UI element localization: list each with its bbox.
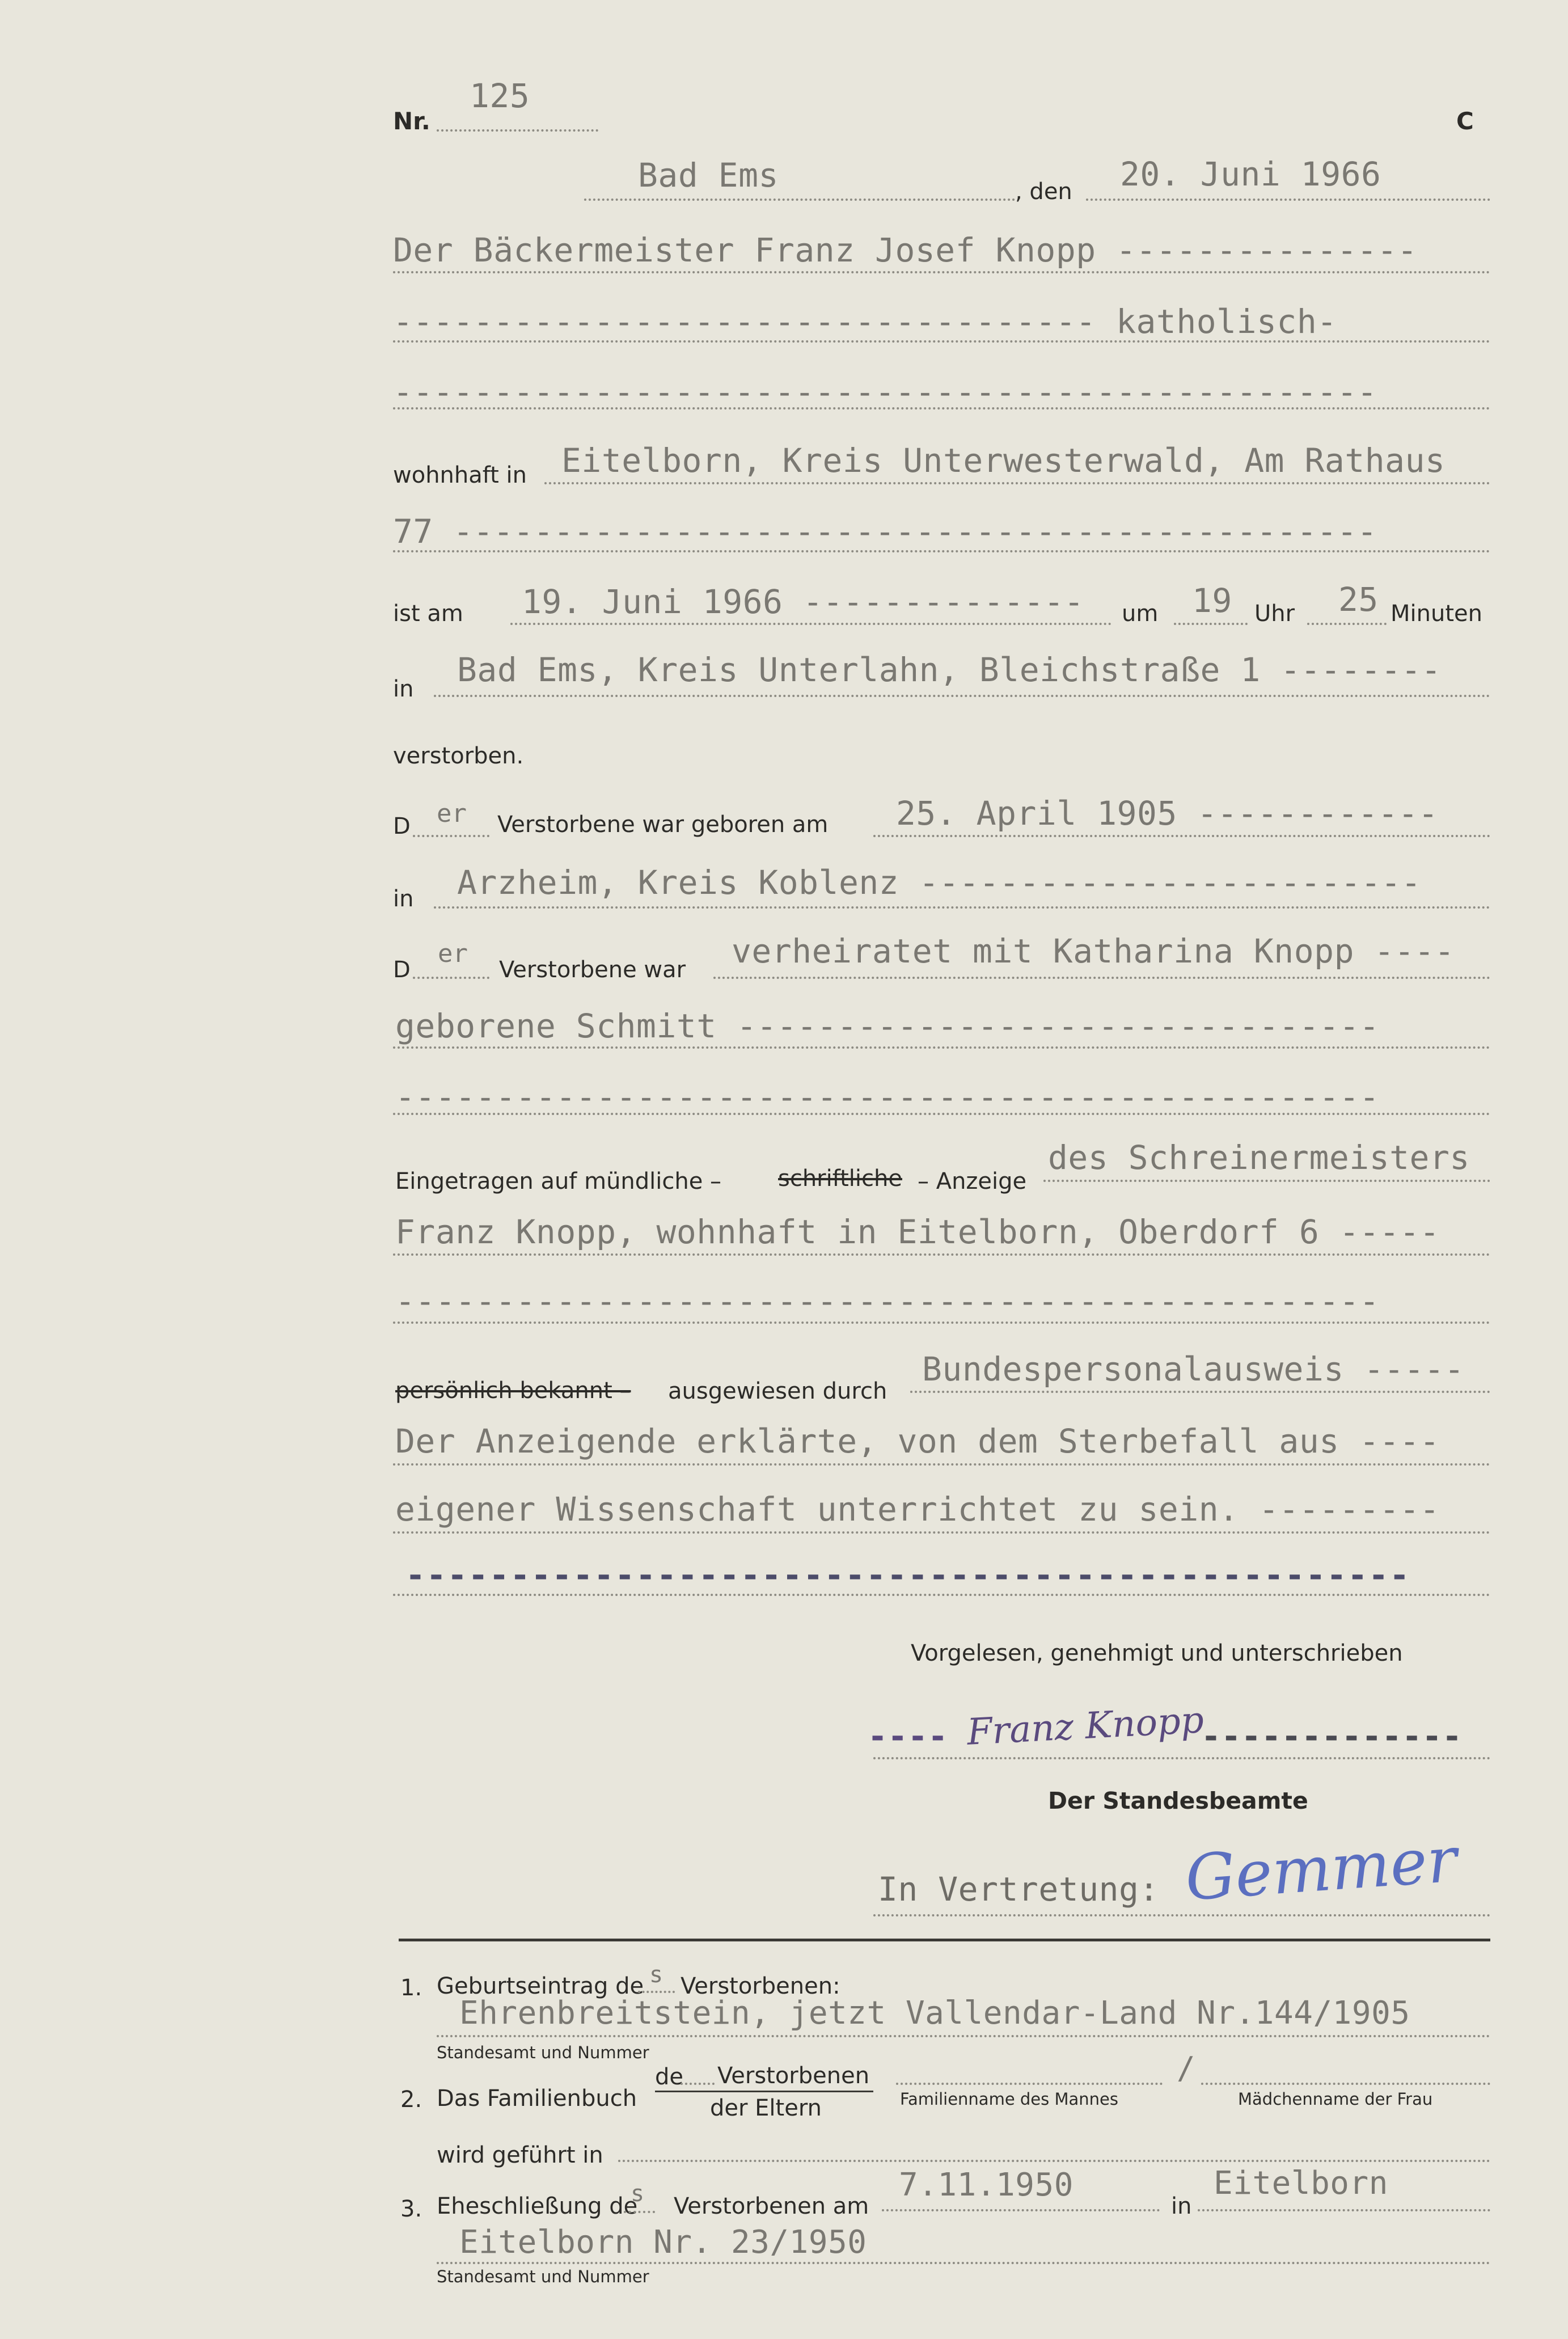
registration-value-1: des Schreinermeisters <box>1048 1138 1470 1177</box>
fn3-date: 7.11.1950 <box>899 2167 1073 2203</box>
birth-label: Verstorbene war geboren am <box>497 812 829 838</box>
marital-line-3: ------------------------------------------------- <box>395 1078 1380 1116</box>
den-label: , den <box>1015 179 1072 205</box>
fn2-de-label: de <box>655 2064 683 2090</box>
fn1-sup-rule <box>638 1991 675 1993</box>
fn2-cap-mann: Familienname des Mannes <box>900 2089 1118 2109</box>
registration-rule-1 <box>1043 1180 1490 1182</box>
marital-d-label: D <box>393 957 411 983</box>
residence-rule-1 <box>544 482 1490 484</box>
residence-line-1: Eitelborn, Kreis Unterwesterwald, Am Rathaus <box>561 441 1446 480</box>
registration-rule-2 <box>393 1253 1490 1256</box>
informant-signature-rule <box>873 1757 1490 1759</box>
registrar-signature-rule <box>873 1914 1490 1916</box>
fn2-frau-rule <box>1201 2083 1490 2085</box>
verstorben-label: verstorben. <box>393 743 524 769</box>
closing-text: Vorgelesen, genehmigt und unterschrieben <box>911 1640 1403 1666</box>
fn3-number: 3. <box>400 2196 422 2222</box>
fn3-rule <box>437 2262 1490 2264</box>
fn2-mann-rule <box>896 2083 1163 2085</box>
place-line <box>584 199 1015 201</box>
identification-rule-3 <box>393 1531 1490 1534</box>
death-date-label: ist am <box>393 601 463 627</box>
declarant-rule-2 <box>393 340 1490 343</box>
fn2-wird-label: wird geführt in <box>437 2142 603 2168</box>
registrar-signature: Gemmer <box>1183 1823 1460 1915</box>
fn2-cap-frau: Mädchenname der Frau <box>1238 2089 1433 2109</box>
birth-place-value: Arzheim, Kreis Koblenz ------------------------- <box>457 863 1422 902</box>
fn2-lower: der Eltern <box>710 2095 822 2121</box>
fn3-label2: Verstorbenen am <box>674 2193 869 2219</box>
registration-value-2: Franz Knopp, wohnhaft in Eitelborn, Oberdorf 6 ----- <box>395 1213 1440 1251</box>
birth-d-label: D <box>393 813 411 839</box>
marital-d-suffix: er <box>438 939 468 968</box>
fn3-place-rule <box>1198 2209 1490 2211</box>
fn3-date-rule <box>882 2209 1160 2211</box>
minuten-label: Minuten <box>1391 601 1482 627</box>
um-label: um <box>1122 601 1159 627</box>
identification-line-2: Der Anzeigende erklärte, von dem Sterbefall aus ---- <box>395 1422 1440 1460</box>
registration-value-3: ------------------------------------------------- <box>395 1282 1380 1320</box>
fn1-caption: Standesamt und Nummer <box>437 2043 649 2062</box>
in-vertretung-label: In Vertretung: <box>878 1870 1159 1909</box>
registration-rule-3 <box>393 1322 1490 1324</box>
informant-dashes-right: ------------- <box>1201 1717 1463 1755</box>
identification-struck: persönlich bekannt – <box>395 1378 631 1404</box>
birth-place-rule <box>434 906 1490 909</box>
informant-dashes-left: ---- <box>868 1717 948 1755</box>
death-date-value: 19. Juni 1966 -------------- <box>522 582 1084 621</box>
date-value: 20. Juni 1966 <box>1120 155 1381 193</box>
informant-signature: Franz Knopp <box>966 1699 1205 1754</box>
death-place-rule <box>434 695 1490 697</box>
marital-line-2: geborene Schmitt -------------------------------- <box>395 1007 1380 1045</box>
registration-prefix: Eingetragen auf mündliche – <box>395 1168 722 1194</box>
fn2-de-rule <box>681 2083 715 2085</box>
fn3-sup: s <box>631 2181 645 2207</box>
fn2-wird-rule <box>618 2160 1490 2162</box>
death-place-label: in <box>393 676 414 702</box>
birth-in-label: in <box>393 886 414 912</box>
declarant-line-3: ------------------------------------------------- <box>393 373 1377 411</box>
fn1-number: 1. <box>400 1975 422 2001</box>
residence-rule-2 <box>393 550 1490 552</box>
declarant-rule-3 <box>393 407 1490 409</box>
birth-d-suffix: er <box>437 799 467 828</box>
form-letter: C <box>1456 107 1474 135</box>
identification-rule-1 <box>910 1391 1490 1393</box>
fn2-upper: Verstorbenen <box>717 2063 870 2089</box>
fn1-label2: Verstorbenen: <box>681 1973 840 1999</box>
fn3-caption: Standesamt und Nummer <box>437 2267 649 2286</box>
identification-value: Bundespersonalausweis ----- <box>922 1350 1465 1388</box>
declarant-line-2: ----------------------------------- katholisch- <box>393 302 1337 341</box>
registration-struck: schriftliche <box>778 1166 902 1192</box>
date-line <box>1086 199 1490 201</box>
identification-line-3: eigener Wissenschaft unterrichtet zu sein. --------- <box>395 1490 1440 1529</box>
fn1-value: Ehrenbreitstein, jetzt Vallendar-Land Nr.144/1905 <box>459 1995 1410 2032</box>
marital-rule-1 <box>713 977 1490 979</box>
death-hour: 19 <box>1192 581 1232 620</box>
declarant-rule-1 <box>393 271 1490 273</box>
marital-label: Verstorbene war <box>499 957 686 983</box>
registration-suffix: – Anzeige <box>918 1168 1027 1194</box>
place-value: Bad Ems <box>638 156 779 195</box>
marital-rule-3 <box>393 1113 1490 1115</box>
fn1-label: Geburtseintrag de <box>437 1973 644 1999</box>
death-place-value: Bad Ems, Kreis Unterlahn, Bleichstraße 1 -------- <box>457 651 1442 689</box>
fn2-label: Das Familienbuch <box>437 2085 637 2112</box>
identification-rule-2 <box>393 1463 1490 1466</box>
identification-line-4: ------------------------------------------------ <box>405 1556 1411 1594</box>
declarant-line-1: Der Bäckermeister Franz Josef Knopp --------------- <box>393 231 1418 269</box>
nr-value: 125 <box>470 77 530 115</box>
footnote-separator <box>399 1939 1490 1941</box>
fn3-sup-rule <box>624 2211 655 2213</box>
registrar-title: Der Standesbeamte <box>1048 1787 1308 1814</box>
identification-rule-4 <box>393 1594 1490 1596</box>
nr-line <box>437 129 598 132</box>
birth-d-rule <box>413 835 489 837</box>
fn2-fraction-bar <box>655 2091 873 2092</box>
hour-rule <box>1174 623 1248 625</box>
death-minutes: 25 <box>1338 580 1379 619</box>
fn2-number: 2. <box>400 2087 422 2113</box>
marital-value: verheiratet mit Katharina Knopp ---- <box>732 932 1455 970</box>
birth-date-value: 25. April 1905 ------------ <box>896 794 1439 833</box>
birth-date-rule <box>873 835 1490 837</box>
minutes-rule <box>1307 623 1387 625</box>
uhr-label: Uhr <box>1254 601 1295 627</box>
fn3-place: Eitelborn <box>1214 2165 1388 2202</box>
identification-label: ausgewiesen durch <box>668 1378 887 1404</box>
fn3-value: Eitelborn Nr. 23/1950 <box>459 2224 867 2261</box>
fn2-slash: / <box>1177 2050 1196 2086</box>
residence-label: wohnhaft in <box>393 462 527 488</box>
fn3-in-label: in <box>1171 2193 1192 2219</box>
nr-label: Nr. <box>393 107 430 135</box>
residence-line-2: 77 ---------------------------------------------- <box>393 512 1377 551</box>
fn3-label: Eheschließung de <box>437 2193 638 2219</box>
fn1-rule <box>437 2035 1490 2037</box>
marital-rule-2 <box>393 1046 1490 1049</box>
fn1-sup: s <box>649 1962 663 1988</box>
marital-d-rule <box>413 977 489 979</box>
death-date-rule <box>510 623 1111 625</box>
